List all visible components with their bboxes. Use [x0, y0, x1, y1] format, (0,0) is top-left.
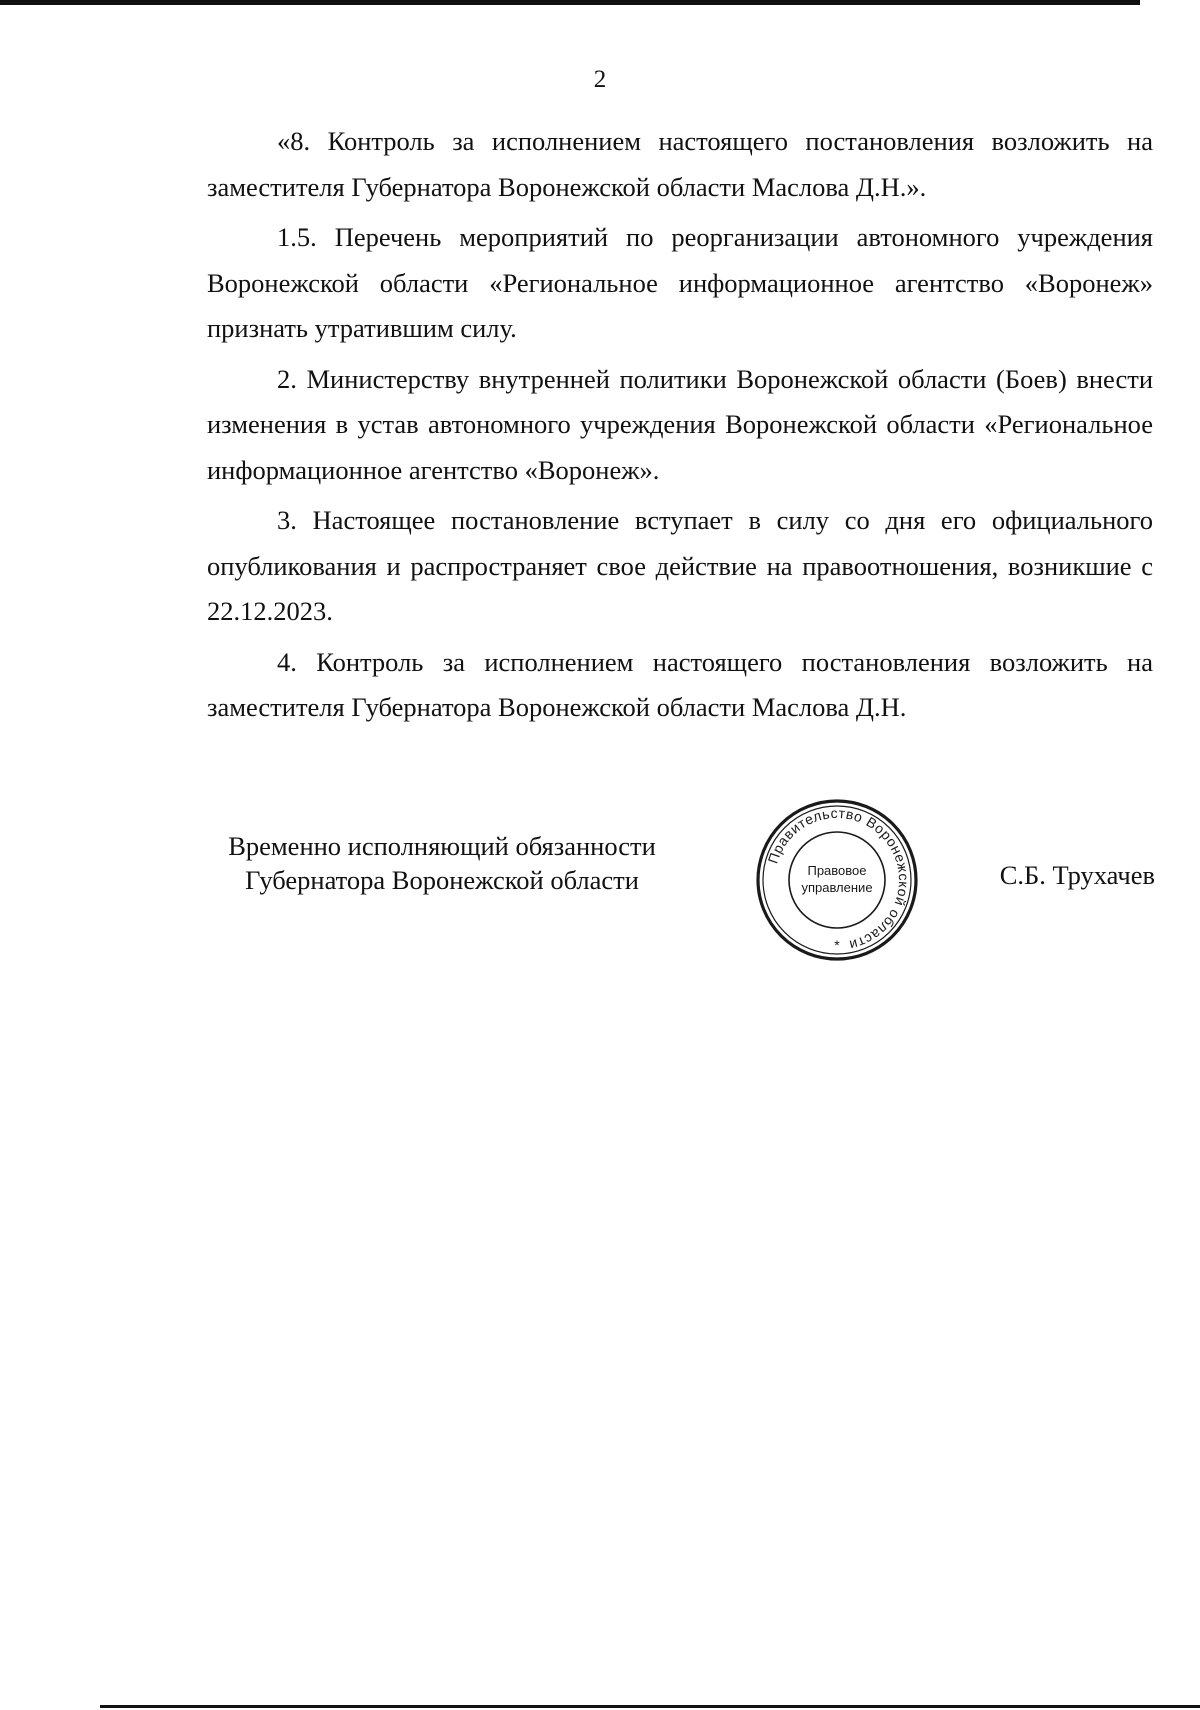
page-number: 2	[593, 66, 607, 93]
paragraph-clause-8: «8. Контроль за исполнением настоящего постановления возложить на заместителя Губернатора Воронежской области Маслова Д.Н.».	[207, 126, 1153, 202]
signatory-position-line-2: Губернатора Воронежской области	[245, 865, 639, 895]
signatory-name: С.Б. Трухачев	[999, 860, 1155, 890]
signatory-position	[207, 829, 677, 897]
scan-top-edge	[0, 0, 1140, 5]
scan-bottom-edge	[100, 1705, 1200, 1708]
paragraph-2: 2. Министерству внутренней политики Воронежской области (Боев) внести изменения в устав автономного учреждения Воронежской области «Региональное информационное агентство «Воронеж».	[207, 363, 1153, 485]
signatory-position-line-1: Временно исполняющий обязанности	[228, 831, 656, 861]
seal-star: *	[834, 937, 840, 953]
official-seal-icon	[752, 795, 922, 965]
document-body	[207, 119, 1153, 736]
paragraph-1-5: 1.5. Перечень мероприятий по реорганизации автономного учреждения Воронежской области «Региональное информационное агентство «Воронеж» признать утратившим силу.	[207, 222, 1153, 343]
seal-ring-text: Правительство Воронежской области	[764, 804, 913, 954]
seal-center-line-1: Правовое	[807, 863, 867, 878]
paragraph-3: 3. Настоящее постановление вступает в силу со дня его официального опубликования и распространяет свое действие на правоотношения, возникшие с 22.12.2023.	[207, 505, 1153, 626]
paragraph-4: 4. Контроль за исполнением настоящего постановления возложить на заместителя Губернатора Воронежской области Маслова Д.Н.	[207, 646, 1153, 722]
seal-center-line-2: управление	[801, 880, 873, 895]
